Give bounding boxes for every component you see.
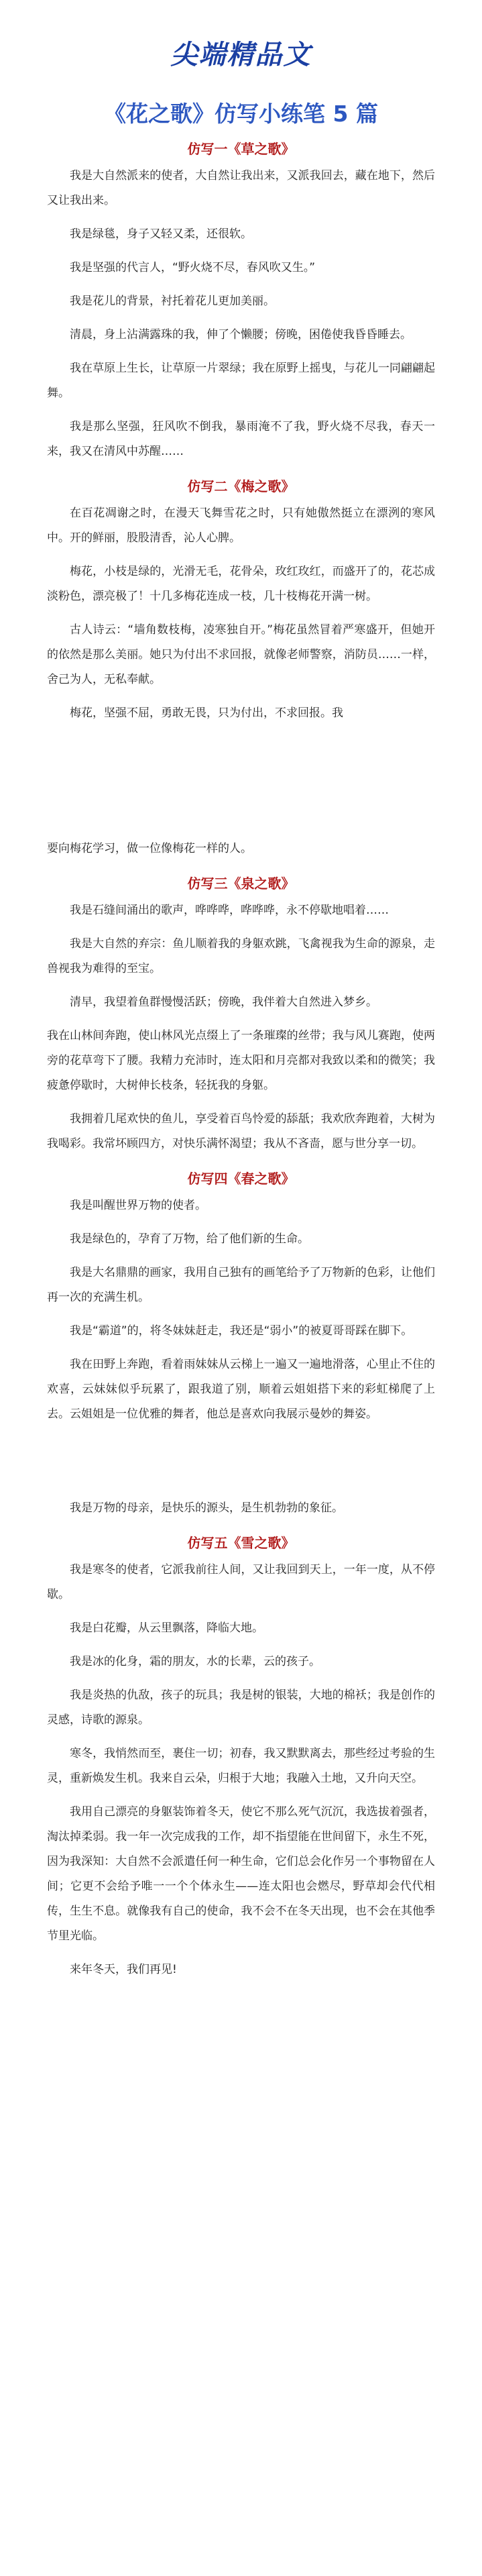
section-spring xyxy=(47,1165,435,1521)
paragraph: 梅花，小枝是绿的，光滑无毛，花骨朵，玫红玫红，而盛开了的，花芯成淡粉色，漂亮极了！十几多梅花连成一枝，几十枝梅花开满一树。 xyxy=(47,565,435,603)
paragraph: 我用自己漂亮的身躯装饰着冬天，使它不那么死气沉沉，我选拔着强者，淘汰掉柔弱。我一年一次完成我的工作，却不指望能在世间留下，永生不死，因为我深知：大自然不会派遣任何一种生命，它们总会化作另一个事物留在人间；它更不会给予唯一一个个体永生——连太阳也会燃尽，野草却会代代相传，生生不息。就像我有自己的使命，我不会不在冬天出现，也不会在其他季节里光临。 xyxy=(47,1805,435,1943)
section-heading: 仿写五《雪之歌》 xyxy=(187,1535,295,1551)
paragraph: 我是冰的化身，霜的朋友，水的长辈，云的孩子。 xyxy=(70,1655,320,1668)
paragraph: 清晨，身上沾满露珠的我，伸了个懒腰；傍晚，困倦使我昏昏睡去。 xyxy=(70,328,412,341)
section-plum xyxy=(47,473,435,861)
paragraph: 我在山林间奔跑，使山林风光点缀上了一条璀璨的丝带；我与风儿赛跑，使两旁的花草弯下了腰。我精力充沛时，连太阳和月亮都对我致以柔和的微笑；我疲惫停歇时，大树伸长枝条，轻抚我的身躯。 xyxy=(47,1029,435,1092)
section-heading: 仿写三《泉之歌》 xyxy=(187,875,295,892)
paragraph: 我是坚强的代言人，“野火烧不尽，春风吹又生。” xyxy=(70,261,316,274)
paragraph: 梅花，坚强不屈，勇敢无畏，只为付出，不求回报。我 xyxy=(70,706,343,720)
section-snow xyxy=(47,1529,435,1982)
paragraph-continuation: 要向梅花学习，做一位像梅花一样的人。 xyxy=(47,842,252,855)
page-break-gap xyxy=(47,735,435,837)
paragraph: 清早，我望着鱼群慢慢活跃；傍晚，我伴着大自然进入梦乡。 xyxy=(70,996,377,1009)
paragraph: 我是绿毯，身子又轻又柔，还很软。 xyxy=(70,227,252,241)
page-break-gap xyxy=(47,1436,435,1496)
section-heading: 仿写一《草之歌》 xyxy=(187,141,295,157)
paragraph: 我是大自然派来的使者，大自然让我出来，又派我回去，藏在地下，然后又让我出来。 xyxy=(47,169,435,207)
section-grass xyxy=(47,136,435,464)
paragraph: 我是那么坚强，狂风吹不倒我，暴雨淹不了我，野火烧不尽我，春天一来，我又在清风中苏醒…… xyxy=(47,420,435,458)
paragraph: 我是叫醒世界万物的使者。 xyxy=(70,1199,206,1212)
paragraph: 我是“霸道”的，将冬妹妹赶走，我还是“弱小”的被夏哥哥踩在脚下。 xyxy=(70,1324,413,1338)
paragraph: 我是炎热的仇敌，孩子的玩具；我是树的银装，大地的棉袄；我是创作的灵感，诗歌的源泉。 xyxy=(47,1688,435,1727)
paragraph: 古人诗云：“墙角数枝梅，凌寒独自开。”梅花虽然冒着严寒盛开，但她开的依然是那么美丽。她只为付出不求回报，就像老师警察，消防员……一样，舍己为人，无私奉献。 xyxy=(47,623,435,686)
paragraph: 我是石缝间涌出的歌声，哗哗哗，哗哗哗，永不停歇地唱着…… xyxy=(70,904,389,917)
paragraph: 我在草原上生长，让草原一片翠绿；我在原野上摇曳，与花儿一同翩翩起舞。 xyxy=(47,362,435,400)
section-heading: 仿写二《梅之歌》 xyxy=(187,478,295,494)
paragraph-continuation: 我是万物的母亲，是快乐的源头，是生机勃勃的象征。 xyxy=(70,1501,343,1515)
paragraph: 寒冬，我悄然而至，裹住一切；初春，我又默默离去，那些经过考验的生灵，重新焕发生机。我来自云朵，归根于大地；我融入土地，又升向天空。 xyxy=(47,1747,435,1785)
section-spring-water xyxy=(47,870,435,1157)
paragraph: 在百花凋谢之时，在漫天飞舞雪花之时，只有她傲然挺立在漂洌的寒风中。开的鲜丽，股股清香，沁人心脾。 xyxy=(47,506,435,545)
brand-logo: 尖端精品文 xyxy=(170,40,312,70)
paragraph: 我是大名鼎鼎的画家，我用自己独有的画笔给予了万物新的色彩，让他们再一次的充满生机。 xyxy=(47,1266,435,1304)
paragraph: 我是大自然的弃宗：鱼儿顺着我的身躯欢跳，飞禽视我为生命的源泉，走兽视我为难得的至宝。 xyxy=(47,937,435,975)
paragraph: 我是绿色的，孕育了万物，给了他们新的生命。 xyxy=(70,1232,309,1246)
paragraph: 来年冬天，我们再见! xyxy=(70,1963,177,1976)
section-heading: 仿写四《春之歌》 xyxy=(187,1171,295,1187)
article-title: 《花之歌》仿写小练笔 5 篇 xyxy=(104,101,378,127)
paragraph: 我是寒冬的使者，它派我前往人间，又让我回到天上，一年一度，从不停歇。 xyxy=(47,1563,435,1601)
paragraph: 我拥着几尾欢快的鱼儿，享受着百鸟怜爱的舔舐；我欢欣奔跑着，大树为我喝彩。我常坏顾四方，对快乐满怀渴望；我从不吝啬，愿与世分享一切。 xyxy=(47,1112,435,1150)
paragraph: 我是花儿的背景，衬托着花儿更加美丽。 xyxy=(70,294,275,308)
paragraph: 我在田野上奔跑，看着雨妹妹从云梯上一遍又一遍地滑落，心里止不住的欢喜，云妹妹似乎玩累了，跟我道了别，顺着云姐姐搭下来的彩虹梯爬了上去。云姐姐是一位优雅的舞者，他总是喜欢向我展示曼妙的舞姿。 xyxy=(47,1358,435,1421)
paragraph: 我是白花瓣，从云里飘落，降临大地。 xyxy=(70,1621,263,1635)
